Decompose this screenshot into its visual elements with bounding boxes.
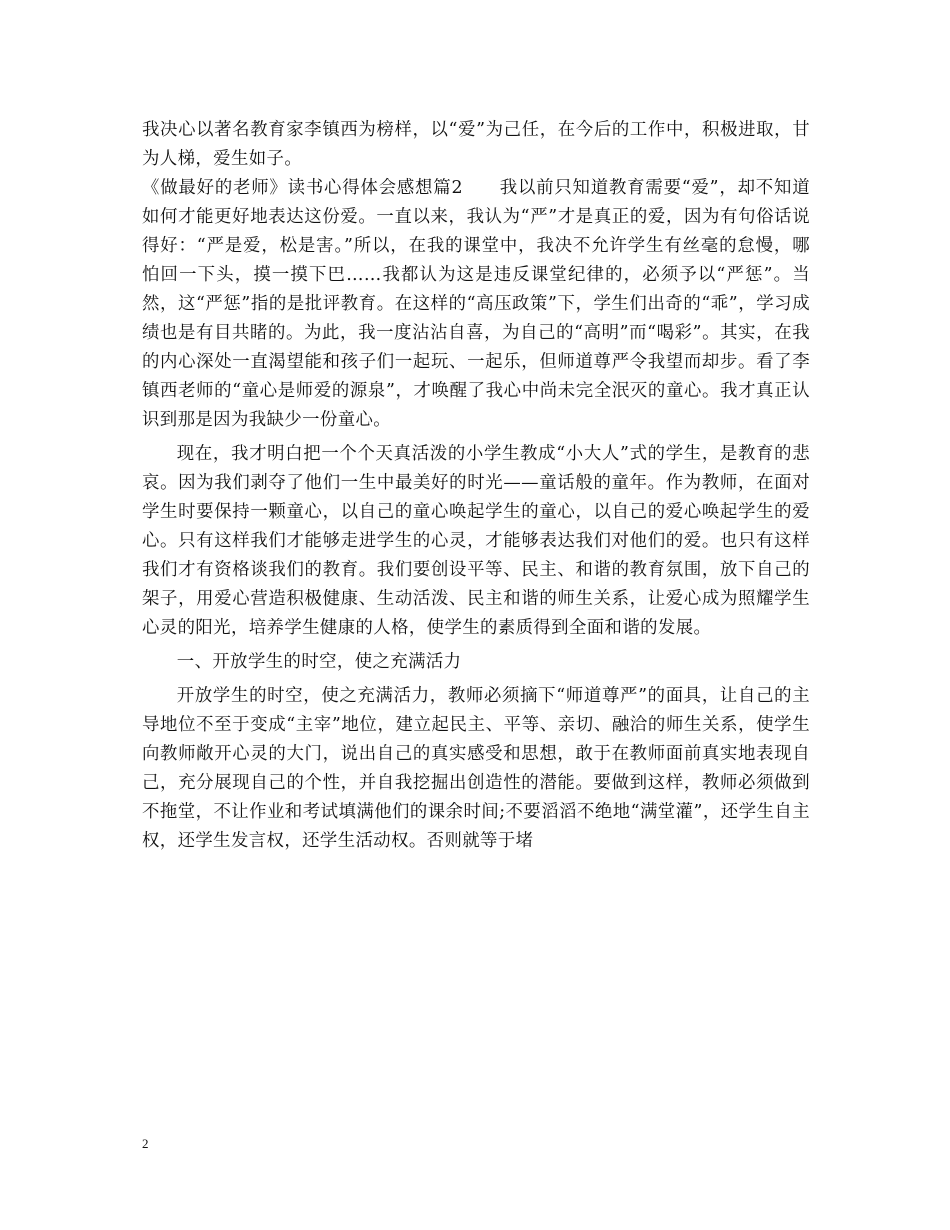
paragraph-essay-2-intro: 《做最好的老师》读书心得体会感想篇2 我以前只知道教育需要“爱”，却不知道如何才能更好地表达这份爱。一直以来，我认为“严”才是真正的爱，因为有句俗话说得好：“严是爱，松是害。”所以，在我的课堂中，我决不允许学生有丝毫的怠慢，哪怕回一下头，摸一摸下巴……我都认为这是违反课堂纪律的，必须予以“严惩”。当然，这“严惩”指的是批评教育。在这样的“高压政策”下，学生们出奇的“乖”，学习成绩也是有目共睹的。为此，我一度沾沾自喜，为自己的“高明”而“喝彩”。其实，在我的内心深处一直渴望能和孩子们一起玩、一起乐，但师道尊严令我望而却步。看了李镇西老师的“童心是师爱的源泉”，才唤醒了我心中尚未完全泯灭的童心。我才真正认识到那是因为我缺少一份童心。 [142, 178, 810, 430]
document-body [142, 116, 810, 856]
paragraph-resolution: 我决心以著名教育家李镇西为榜样，以“爱”为己任，在今后的工作中，积极进取，甘为人梯，爱生如子。 [142, 120, 810, 169]
page-number: 2 [142, 1136, 149, 1151]
paragraph-open-time-space: 开放学生的时空，使之充满活力，教师必须摘下“师道尊严”的面具，让自己的主导地位不至于变成“主宰”地位，建立起民主、平等、亲切、融洽的师生关系，使学生向教师敞开心灵的大门，说出自己的真实感受和思想，敢于在教师面前真实地表现自己，充分展现自己的个性，并自我挖掘出创造性的潜能。要做到这样，教师必须做到不拖堂，不让作业和考试填满他们的课余时间;不要滔滔不绝地“满堂灌”，还学生自主权，还学生发言权，还学生活动权。否则就等于堵 [142, 686, 810, 851]
paragraph-childlike-heart: 现在，我才明白把一个个天真活泼的小学生教成“小大人”式的学生，是教育的悲哀。因为我们剥夺了他们一生中最美好的时光——童话般的童年。作为教师，在面对学生时要保持一颗童心，以自己的童心唤起学生的童心，以自己的爱心唤起学生的爱心。只有这样我们才能够走进学生的心灵，才能够表达我们对他们的爱。也只有这样我们才有资格谈我们的教育。我们要创设平等、民主、和谐的教育氛围，放下自己的架子，用爱心营造积极健康、生动活泼、民主和谐的师生关系，让爱心成为照耀学生心灵的阳光，培养学生健康的人格，使学生的素质得到全面和谐的发展。 [142, 444, 810, 638]
section-heading-open-time-space: 一、开放学生的时空，使之充满活力 [176, 652, 462, 672]
